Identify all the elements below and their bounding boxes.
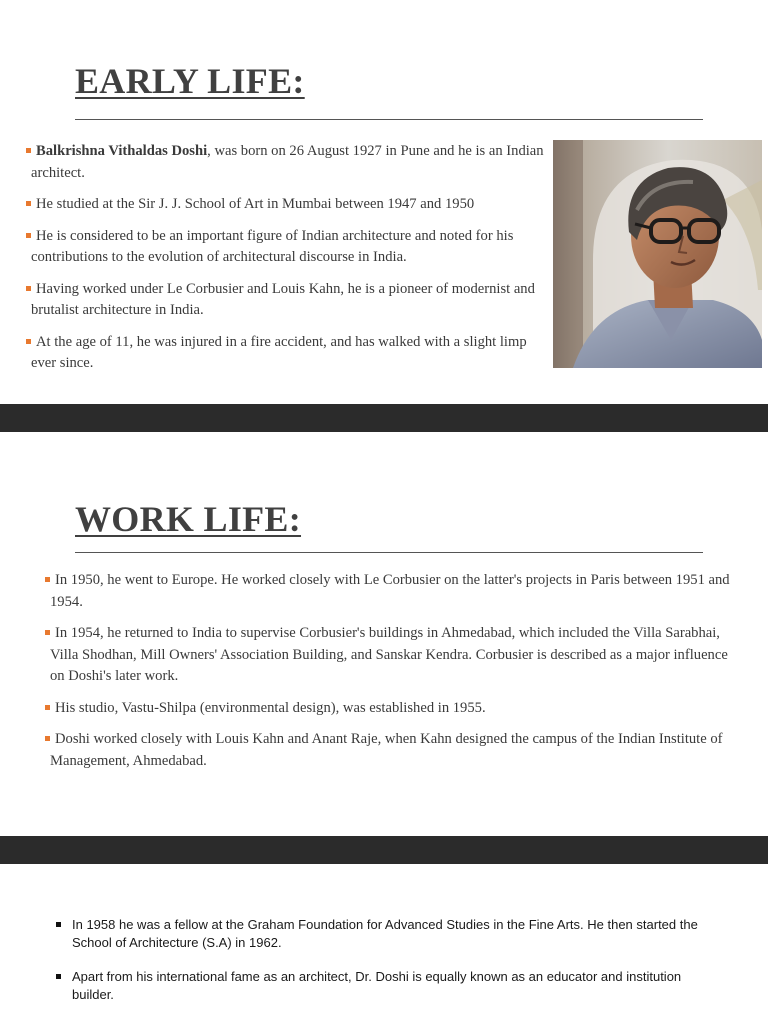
work-life-bullets — [50, 570, 730, 772]
list-item: At the age of 11, he was injured in a fire accident, and has walked with a slight limp ever since. — [31, 332, 547, 375]
list-item: In 1950, he went to Europe. He worked closely with Le Corbusier on the latter's projects in Paris between 1951 and 1954. — [50, 570, 730, 613]
portrait-photo — [553, 140, 762, 368]
early-life-bullets — [31, 141, 547, 375]
bullet-marker-icon — [26, 339, 31, 344]
list-item: He is considered to be an important figure of Indian architecture and noted for his contributions to the evolution of architectural discourse in India. — [31, 226, 547, 269]
bullet-marker-icon — [26, 148, 31, 153]
bullet-marker-icon — [26, 286, 31, 291]
bullet-marker-icon — [45, 705, 50, 710]
list-item: Apart from his international fame as an architect, Dr. Doshi is equally known as an educator and institution builder. — [72, 968, 712, 1003]
list-item: In 1958 he was a fellow at the Graham Foundation for Advanced Studies in the Fine Arts. He then started the School of Architecture (S.A) in 1962. — [72, 916, 712, 951]
square-bullet-icon — [56, 974, 61, 979]
slide-career-continued — [0, 864, 768, 1024]
list-item: His studio, Vastu-Shilpa (environmental design), was established in 1955. — [50, 698, 730, 720]
bullet-marker-icon — [45, 577, 50, 582]
slide-early-life — [0, 0, 768, 404]
list-item: Doshi worked closely with Louis Kahn and Anant Raje, when Kahn designed the campus of the Indian Institute of Management, Ahmedabad. — [50, 729, 730, 772]
title-divider — [75, 119, 703, 120]
bullet-marker-icon — [26, 233, 31, 238]
list-item: In 1954, he returned to India to supervise Corbusier's buildings in Ahmedabad, which included the Villa Sarabhai, Villa Shodhan, Mill Owners' Association Building, and Sanskar Kendra. Corbusier is described as a major influence on Doshi's later work. — [50, 623, 730, 688]
person-name: Balkrishna Vithaldas Doshi — [36, 143, 208, 159]
bullet-marker-icon — [45, 736, 50, 741]
list-item: Balkrishna Vithaldas Doshi, was born on 26 August 1927 in Pune and he is an Indian architect. — [31, 141, 547, 184]
early-life-title: EARLY LIFE: — [75, 61, 305, 101]
slide-divider-bar — [0, 404, 768, 432]
title-divider — [75, 552, 703, 553]
list-item: Having worked under Le Corbusier and Louis Kahn, he is a pioneer of modernist and brutalist architecture in India. — [31, 279, 547, 322]
bullet-marker-icon — [45, 630, 50, 635]
work-life-title: WORK LIFE: — [75, 499, 302, 539]
slide-divider-bar — [0, 836, 768, 864]
bullet-marker-icon — [26, 201, 31, 206]
career-bullets — [72, 916, 712, 1003]
list-item: He studied at the Sir J. J. School of Art in Mumbai between 1947 and 1950 — [31, 194, 547, 216]
square-bullet-icon — [56, 922, 61, 927]
slide-work-life — [0, 432, 768, 836]
